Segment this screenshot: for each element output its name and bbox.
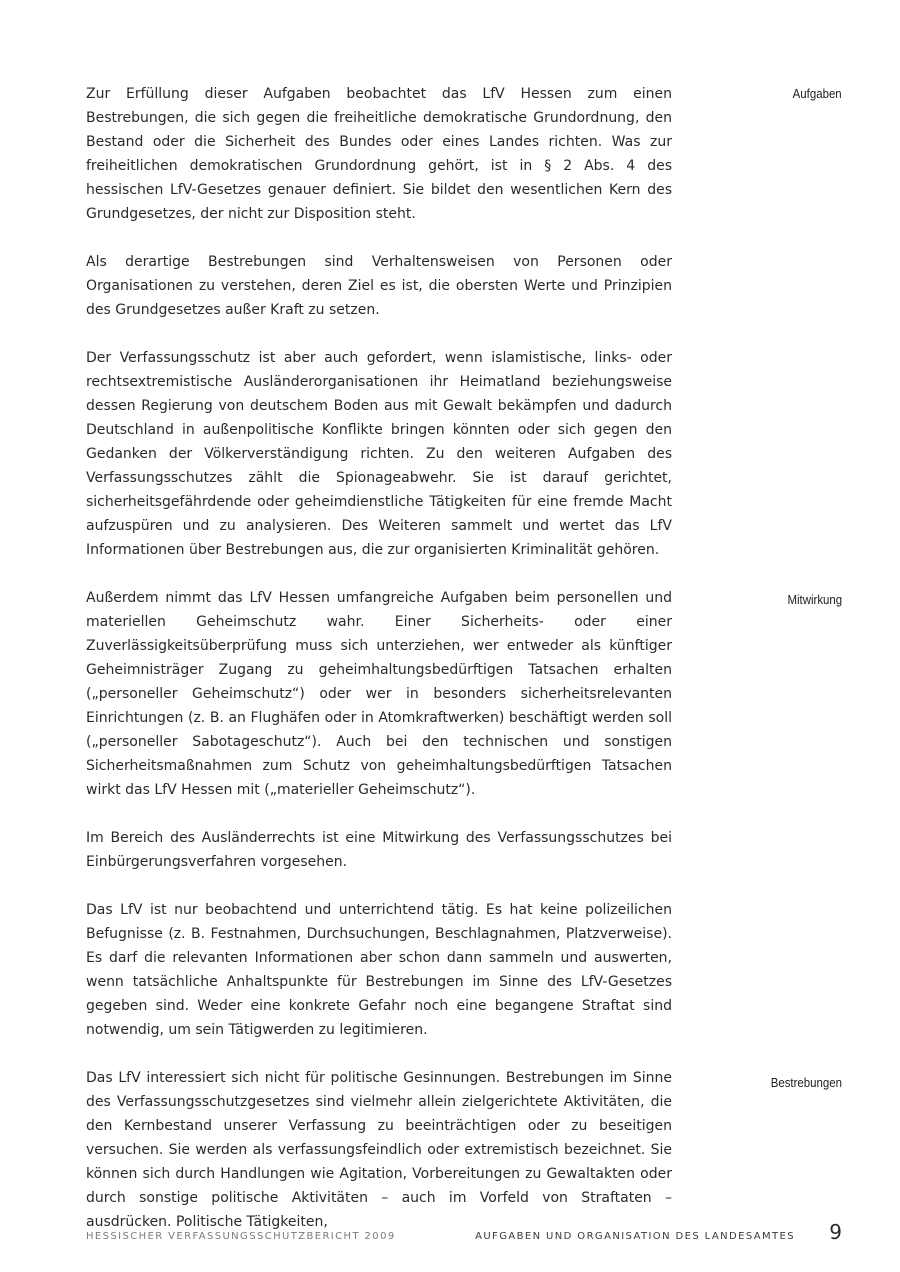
paragraph-5: Im Bereich des Ausländerrechts ist eine Mitwirkung des Verfassungsschutzes bei Einbürgerungsverfahren vorgesehen. [86,830,672,870]
margin-note-aufgaben: Aufgaben [793,86,842,101]
body-text [86,82,672,1258]
paragraph-6: Das LfV ist nur beobachtend und unterrichtend tätig. Es hat keine polizeilichen Befugnisse (z. B. Festnahmen, Durchsuchungen, Beschlagnahmen, Platzverweise). Es darf die relevanten Informationen aber schon dann sammeln und auswerten, wenn tatsächliche Anhaltspunkte für Bestrebungen im Sinne des LfV-Gesetzes gegeben sind. Weder eine konkrete Gefahr noch eine begangene Straftat sind notwendig, um sein Tätigwerden zu legitimieren. [86,902,672,1038]
paragraph-7: Das LfV interessiert sich nicht für politische Gesinnungen. Bestrebungen im Sinne des Verfassungsschutzgesetzes sind vielmehr allein zielgerichtete Aktivitäten, die den Kernbestand unserer Verfassung zu beeinträchtigen oder zu beseitigen versuchen. Sie werden als verfassungsfeindlich oder extremistisch bezeichnet. Sie können sich durch Handlungen wie Agitation, Vorbereitungen zu Gewaltakten oder durch sonstige politische Aktivitäten – auch im Vorfeld von Straftaten – ausdrücken. Politische Tätigkeiten, [86,1070,672,1230]
footer-chapter-title: AUFGABEN UND ORGANISATION DES LANDESAMTES [475,1231,795,1242]
paragraph-3: Der Verfassungsschutz ist aber auch gefordert, wenn islamistische, links- oder rechtsextremistische Ausländerorganisationen ihr Heimatland beziehungsweise dessen Regierung von deutschem Boden aus mit Gewalt bekämpfen und dadurch Deutschland in außenpolitische Konflikte bringen könnten oder sich gegen den Gedanken der Völkerverständigung richten. Zu den weiteren Aufgaben des Verfassungsschutzes zählt die Spionageabwehr. Sie ist darauf gerichtet, sicherheitsgefährdende oder geheimdienstliche Tätigkeiten für eine fremde Macht aufzuspüren und zu analysieren. Des Weiteren sammelt und wertet das LfV Informationen über Bestrebungen aus, die zur organisierten Kriminalität gehören. [86,350,672,558]
margin-note-mitwirkung: Mitwirkung [787,592,842,607]
paragraph-1: Zur Erfüllung dieser Aufgaben beobachtet das LfV Hessen zum einen Bestrebungen, die sich gegen die freiheitliche demokratische Grundordnung, den Bestand oder die Sicherheit des Bundes oder eines Landes richten. Was zur freiheitlichen demokratischen Grundordnung gehört, ist in § 2 Abs. 4 des hessischen LfV-Gesetzes genauer definiert. Sie bildet den wesentlichen Kern des Grundgesetzes, der nicht zur Disposition steht. [86,86,672,222]
paragraph-2: Als derartige Bestrebungen sind Verhaltensweisen von Personen oder Organisationen zu verstehen, deren Ziel es ist, die obersten Werte und Prinzipien des Grundgesetzes außer Kraft zu setzen. [86,254,672,318]
page-number: 9 [829,1220,842,1244]
paragraph-4: Außerdem nimmt das LfV Hessen umfangreiche Aufgaben beim personellen und materiellen Geheimschutz wahr. Einer Sicherheits- oder einer Zuverlässigkeitsüberprüfung muss sich unterziehen, wer entweder als künftiger Geheimnisträger Zugang zu geheimhaltungsbedürftigen Tatsachen erhalten („personeller Geheimschutz“) oder wer in besonders sicherheitsrelevanten Einrichtungen (z. B. an Flughäfen oder in Atomkraftwerken) beschäftigt werden soll („personeller Sabotageschutz“). Auch bei den technischen und sonstigen Sicherheitsmaßnahmen zum Schutz von geheimhaltungsbedürftigen Tatsachen wirkt das LfV Hessen mit („materieller Geheimschutz“). [86,590,672,798]
margin-note-bestrebungen: Bestrebungen [770,1075,842,1090]
footer-publication-title: HESSISCHER VERFASSUNGSSCHUTZBERICHT 2009 [86,1231,396,1242]
